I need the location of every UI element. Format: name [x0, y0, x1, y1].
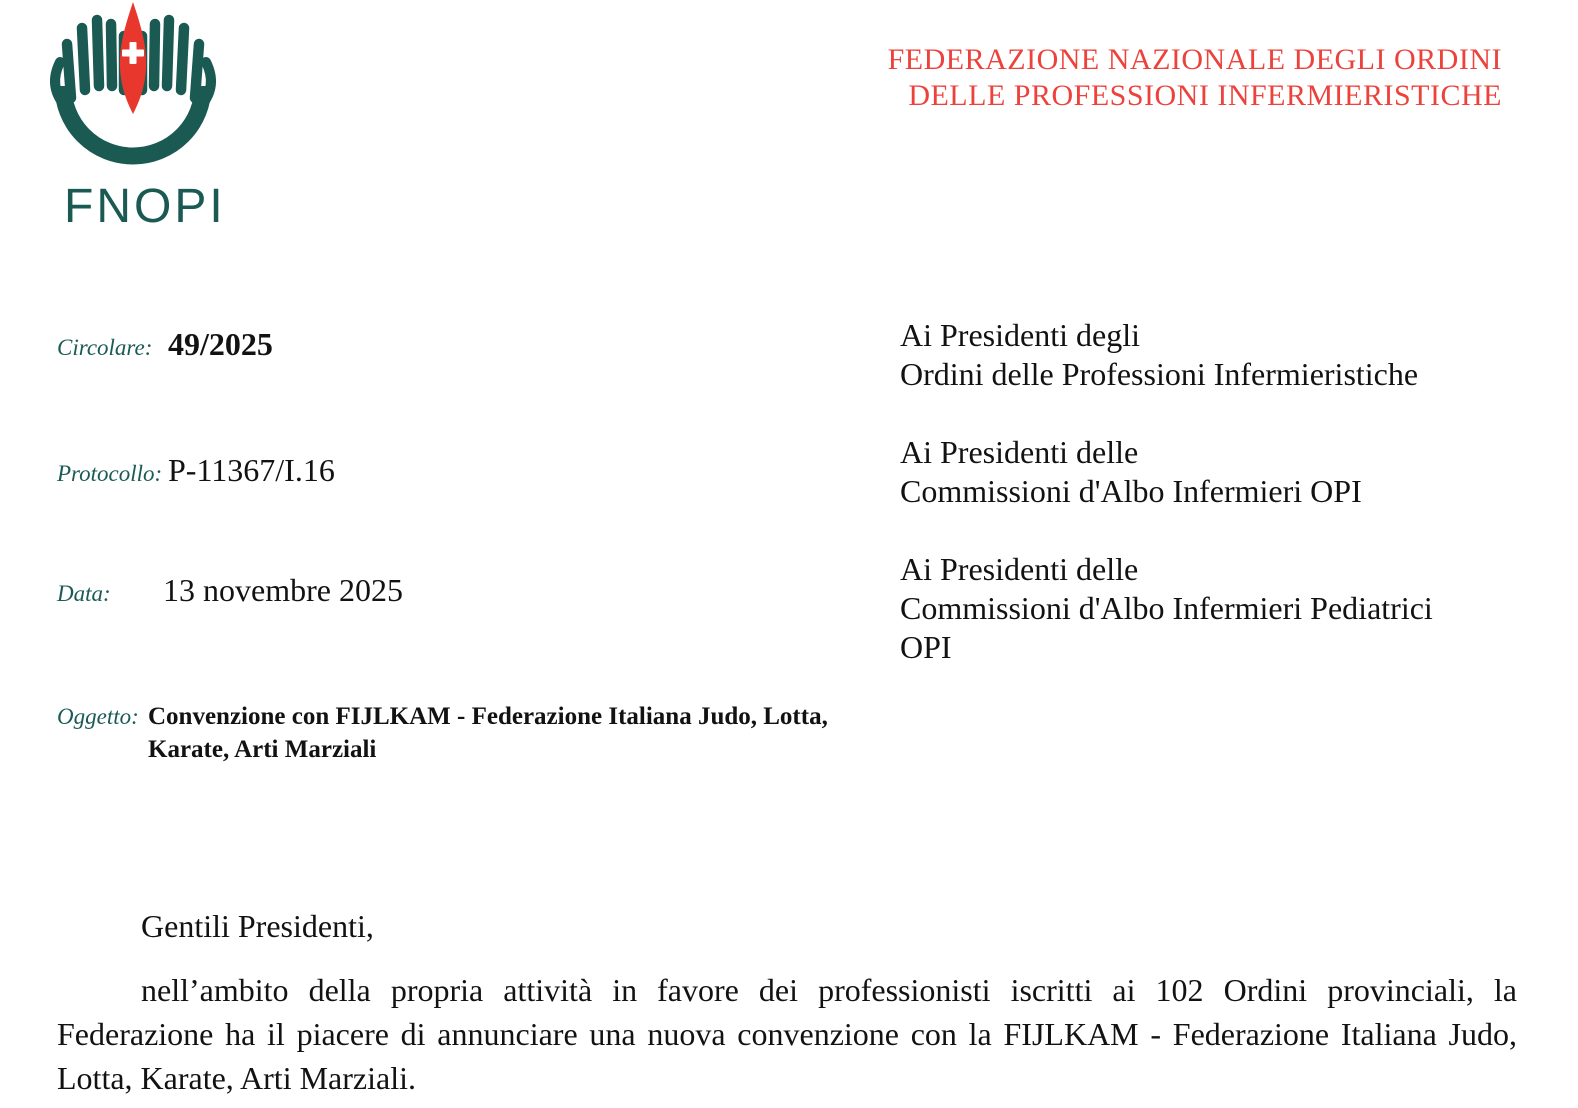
- data-label: Data:: [57, 581, 111, 606]
- protocollo-value: P-11367/I.16: [168, 452, 335, 488]
- flame-icon: [120, 2, 146, 114]
- protocollo-row: [57, 452, 335, 489]
- fnopi-logo: [38, 0, 228, 237]
- circolare-row: [57, 326, 273, 363]
- oggetto-value: Convenzione con FIJLKAM - Federazione Italiana Judo, Lotta, Karate, Arti Marziali: [148, 703, 828, 763]
- oggetto-row: [57, 700, 860, 766]
- recipient-line: Commissioni d'Albo Infermieri OPI: [900, 473, 1362, 509]
- fnopi-logo-text: FNOPI: [64, 180, 226, 232]
- circolare-label: Circolare:: [57, 335, 153, 360]
- recipient-line: Commissioni d'Albo Infermieri Pediatrici: [900, 590, 1433, 626]
- recipient-line: Ordini delle Professioni Infermieristiche: [900, 356, 1419, 392]
- protocollo-label: Protocollo:: [57, 461, 163, 486]
- org-title-line1: FEDERAZIONE NAZIONALE DEGLI ORDINI: [887, 43, 1502, 76]
- recipient-line: Ai Presidenti delle: [900, 551, 1139, 587]
- circolare-value: 49/2025: [168, 326, 273, 362]
- recipient-line: Ai Presidenti degli: [900, 317, 1140, 353]
- data-value: 13 novembre 2025: [163, 572, 403, 608]
- recipient-block-albo-infermieri: [900, 433, 1433, 511]
- paragraph-line: Lotta, Karate, Arti Marziali.: [57, 1060, 416, 1096]
- paragraph-line: nell’ambito della propria attività in favore dei professionisti iscritti ai 102 Ordini provinciali, la: [141, 972, 1517, 1008]
- paragraph-line: Federazione ha il piacere di annunciare una nuova convenzione con la FIJLKAM - Federazione Italiana Judo,: [57, 1016, 1517, 1052]
- org-title: [888, 42, 1502, 114]
- org-title-line2: DELLE PROFESSIONI INFERMIERISTICHE: [908, 79, 1502, 112]
- data-row: [57, 572, 403, 609]
- recipient-line: Ai Presidenti delle: [900, 434, 1139, 470]
- body-paragraph: [57, 968, 1517, 1100]
- fnopi-logo-mark: [38, 0, 228, 232]
- salutation: Gentili Presidenti,: [141, 908, 374, 944]
- recipient-line: OPI: [900, 629, 952, 665]
- oggetto-label: Oggetto:: [57, 704, 139, 729]
- recipients: [900, 316, 1433, 706]
- recipient-block-opi: [900, 316, 1433, 394]
- recipient-block-albo-pediatrici: [900, 550, 1433, 667]
